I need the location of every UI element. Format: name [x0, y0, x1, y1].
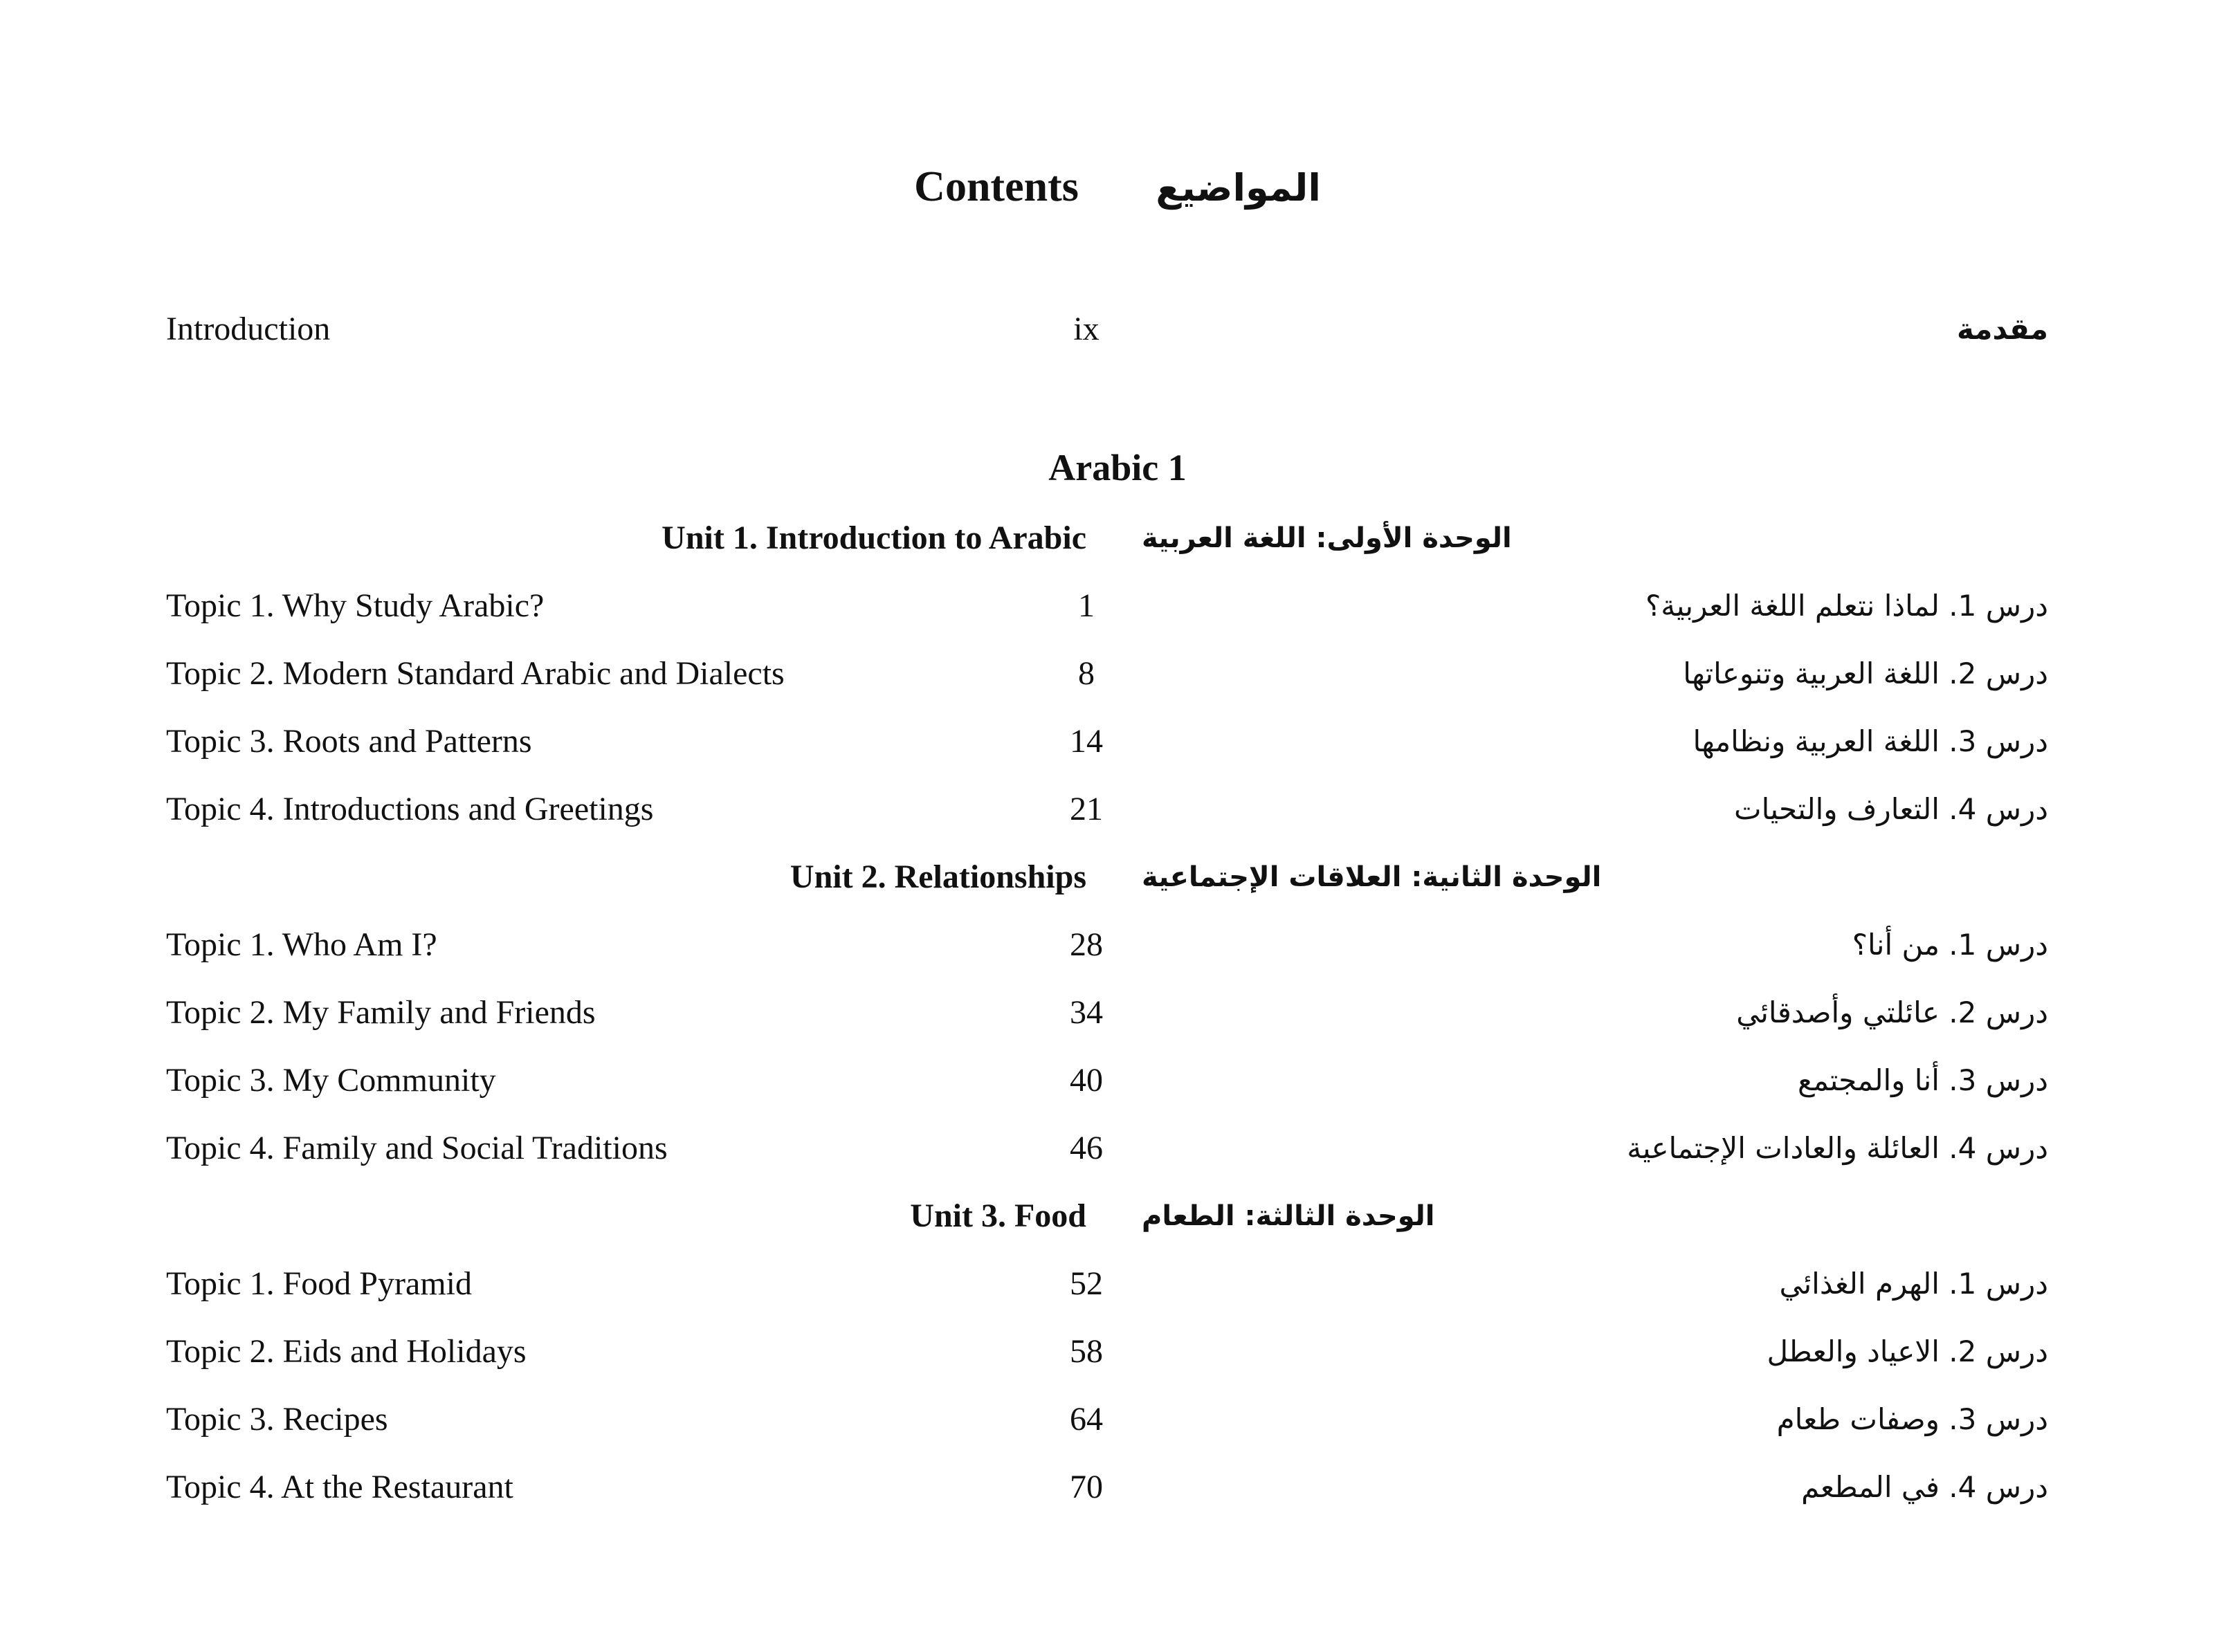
unit-heading-arabic: الوحدة الأولى: اللغة العربية: [1142, 522, 1512, 554]
toc-entry-english: Topic 3. Recipes: [166, 1401, 388, 1438]
toc-entry-english: Topic 4. Family and Social Traditions: [166, 1130, 668, 1166]
unit-heading-english: Unit 2. Relationships: [790, 859, 1086, 895]
toc-entry-page-number: 58: [1070, 1333, 1103, 1370]
unit-heading-english: Unit 3. Food: [910, 1197, 1086, 1234]
toc-entry-page-number: 64: [1070, 1401, 1103, 1438]
page-title-english: Contents: [914, 163, 1079, 210]
toc-entry-page-number: 40: [1070, 1062, 1103, 1099]
toc-entry[interactable]: [0, 578, 2235, 634]
toc-entry-page-number: 52: [1070, 1265, 1103, 1302]
toc-entry-arabic: درس 1. الهرم الغذائي: [1779, 1267, 2048, 1301]
toc-entry[interactable]: [0, 1053, 2235, 1108]
page-title: [0, 159, 2235, 216]
toc-entry[interactable]: [0, 1392, 2235, 1447]
toc-entry-english: Introduction: [166, 311, 331, 347]
toc-entry-page-number: 28: [1070, 926, 1103, 963]
toc-entry-arabic: درس 1. من أنا؟: [1852, 928, 2048, 962]
toc-entry-arabic: درس 2. اللغة العربية وتنوعاتها: [1683, 657, 2048, 690]
toc-entry[interactable]: [0, 985, 2235, 1040]
toc-entry-arabic: مقدمة: [1957, 312, 2048, 346]
toc-entry-english: Topic 1. Why Study Arabic?: [166, 587, 545, 624]
page-title-arabic: المواضيع: [1156, 166, 1321, 210]
toc-entry-arabic: درس 2. عائلتي وأصدقائي: [1736, 995, 2048, 1029]
toc-entry-page-number: 21: [1070, 791, 1103, 827]
toc-entry[interactable]: [0, 1324, 2235, 1379]
unit-heading: [0, 1188, 2235, 1244]
unit-heading-arabic: الوحدة الثالثة: الطعام: [1142, 1200, 1435, 1232]
toc-entry-arabic: درس 3. أنا والمجتمع: [1798, 1063, 2048, 1097]
toc-entry[interactable]: [0, 646, 2235, 701]
toc-entry-english: Topic 2. Modern Standard Arabic and Dialects: [166, 655, 785, 692]
unit-heading: [0, 850, 2235, 905]
toc-entry-page-number: 8: [1078, 655, 1095, 692]
toc-entry-english: Topic 4. At the Restaurant: [166, 1469, 513, 1505]
toc-entry-english: Topic 3. Roots and Patterns: [166, 723, 532, 760]
toc-entry-arabic: درس 3. وصفات طعام: [1776, 1402, 2048, 1436]
toc-entry-page-number: 34: [1070, 994, 1103, 1031]
toc-entry-english: Topic 1. Who Am I?: [166, 926, 437, 963]
toc-entry-english: Topic 4. Introductions and Greetings: [166, 791, 654, 827]
toc-entry-arabic: درس 2. الاعياد والعطل: [1767, 1334, 2048, 1368]
toc-entry-page-number: ix: [1073, 311, 1100, 347]
toc-entry-page-number: 1: [1078, 587, 1095, 624]
toc-entry-page-number: 14: [1070, 723, 1103, 760]
toc-entry[interactable]: [0, 714, 2235, 769]
toc-entry-page-number: 46: [1070, 1130, 1103, 1166]
toc-entry-english: Topic 3. My Community: [166, 1062, 496, 1099]
toc-entry[interactable]: [0, 1460, 2235, 1515]
toc-entry-arabic: درس 3. اللغة العربية ونظامها: [1693, 724, 2048, 758]
toc-entry-arabic: درس 4. العائلة والعادات الإجتماعية: [1627, 1131, 2048, 1165]
section-title: Arabic 1: [1048, 447, 1187, 488]
unit-heading-english: Unit 1. Introduction to Arabic: [662, 520, 1086, 556]
toc-entry-page-number: 70: [1070, 1469, 1103, 1505]
toc-entry[interactable]: [0, 1121, 2235, 1176]
toc-entry-introduction[interactable]: [0, 302, 2235, 357]
toc-entry[interactable]: [0, 1256, 2235, 1312]
toc-entry[interactable]: [0, 782, 2235, 837]
toc-entry-english: Topic 2. My Family and Friends: [166, 994, 596, 1031]
toc-entry-english: Topic 2. Eids and Holidays: [166, 1333, 527, 1370]
toc-entry-arabic: درس 4. في المطعم: [1801, 1470, 2048, 1504]
unit-heading: [0, 511, 2235, 566]
unit-heading-arabic: الوحدة الثانية: العلاقات الإجتماعية: [1142, 861, 1602, 893]
toc-entry-arabic: درس 4. التعارف والتحيات: [1734, 792, 2048, 826]
toc-entry-arabic: درس 1. لماذا نتعلم اللغة العربية؟: [1645, 589, 2048, 623]
toc-entry[interactable]: [0, 917, 2235, 973]
toc-entry-english: Topic 1. Food Pyramid: [166, 1265, 472, 1302]
